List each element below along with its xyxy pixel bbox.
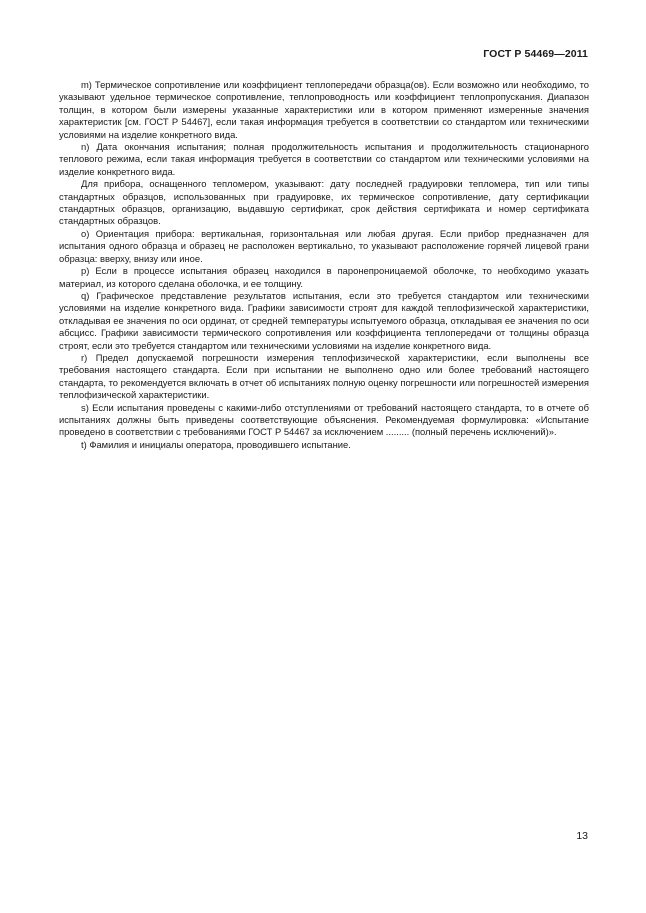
paragraph-p: p) Если в процессе испытания образец находился в паронепроницаемой оболочке, то необходимо указать материал, из которого сделана оболочка, и ее толщину. <box>59 265 589 289</box>
paragraph-r: r) Предел допускаемой погрешности измерения теплофизической характеристики, если выполнены все требования настоящего стандарта. Если при испытании не выполнено одно или более требований настоящего стандарта, то рекомендуется включать в отчет об испытаниях полную оценку погрешности или погрешностей измерения теплофизической характеристики. <box>59 351 589 401</box>
paragraph-o: o) Ориентация прибора: вертикальная, горизонтальная или любая другая. Если прибор предназначен для испытания одного образца и образец не расположен вертикально, то указывают расположение горячей лицевой грани образца: вверху, внизу или иное. <box>59 227 589 264</box>
paragraph-q: q) Графическое представление результатов испытания, если это требуется стандартом или техническими условиями на изделие конкретного вида. Графики зависимости строят для каждой теплофизической характеристики, откладывая ее значения по оси ординат, от средней температуры испытуемого образца, откладывая ее значения по оси абсцисс. Графики зависимости термического сопротивления или коэффициента теплопередачи от толщины образца строят, если это требуется стандартом или техническими условиями на изделие конкретного вида. <box>59 289 589 351</box>
paragraph-n: n) Дата окончания испытания; полная продолжительность испытания и продолжительность стационарного теплового режима, если такая информация требуется в соответствии со стандартом или техническими условиями на изделие конкретного вида. <box>59 141 589 177</box>
paragraph-heat-flow-meter: Для прибора, оснащенного тепломером, указывают: дату последней градуировки тепломера, тип или типы стандартных образцов, использованных при градуировке, их термическое сопротивление, дату сертификации стандартных образцов, организацию, выдавшую сертификат, срок действия сертификата и номер сертификата стандартных образцов. <box>59 178 589 227</box>
document-body <box>59 79 589 451</box>
document-code: ГОСТ Р 54469—2011 <box>483 48 588 60</box>
paragraph-m: m) Термическое сопротивление или коэффициент теплопередачи образца(ов). Если возможно или необходимо, то указывают удельное термическое сопротивление, теплопроводность или коэффициент теплопропускания. Диапазон толщин, в котором были измерены указанные характеристики или в котором применяют измеренные значения характеристик [см. ГОСТ Р 54467], если такая информация требуется в соответствии со стандартом или техническими условиями на изделие конкретного вида. <box>59 79 589 140</box>
paragraph-s: s) Если испытания проведены с какими-либо отступлениями от требований настоящего стандарта, то в отчете об испытаниях должны быть приведены соответствующие объяснения. Рекомендуемая формулировка: «Испытание проведено в соответствии с требованиями ГОСТ Р 54467 за исключением ......... (полный перечень исключений)». <box>59 401 589 438</box>
paragraph-t: t) Фамилия и инициалы оператора, проводившего испытание. <box>81 438 351 450</box>
page-number: 13 <box>576 830 588 842</box>
